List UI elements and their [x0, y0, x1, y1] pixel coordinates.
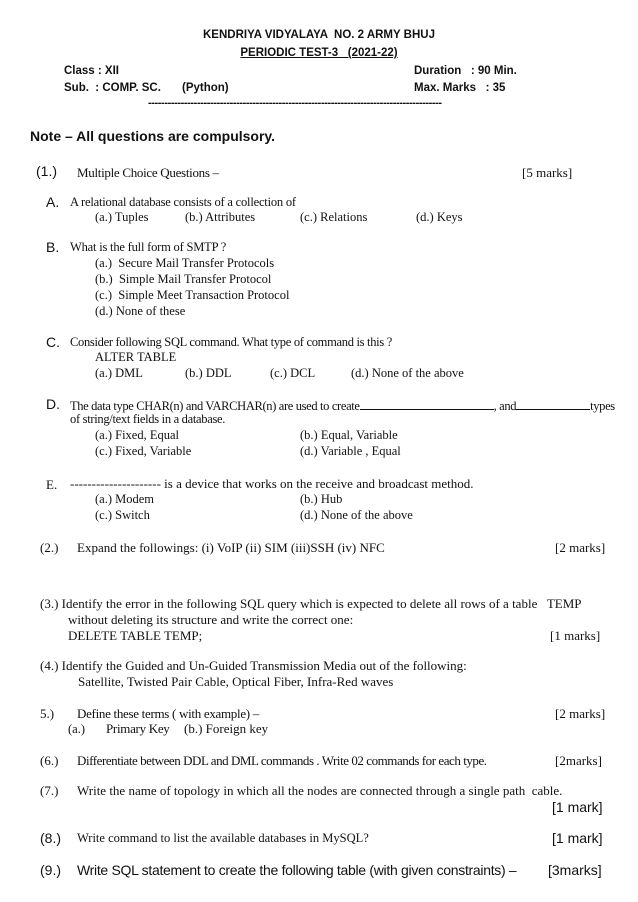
q5-marks: [2 marks] [555, 706, 606, 721]
q2-marks: [2 marks] [555, 540, 606, 555]
q1d-option-d: (d.) Variable , Equal [300, 444, 401, 458]
q8-number: (8.) [40, 830, 61, 846]
q1e-option-c: (c.) Switch [95, 508, 150, 522]
q1c-subtext: ALTER TABLE [95, 350, 177, 364]
q2-text: Expand the followings: (i) VoIP (ii) SIM (iii)SSH (iv) NFC [77, 540, 385, 555]
q1d-text-part-2: , and [493, 399, 517, 413]
q6-number: (6.) [40, 753, 59, 768]
q9-marks: [3marks] [548, 862, 602, 878]
q1e-label: E. [46, 477, 58, 492]
q1c-option-c: (c.) DCL [270, 366, 316, 380]
q1e-option-a: (a.) Modem [95, 492, 155, 506]
q1d-option-a: (a.) Fixed, Equal [95, 428, 180, 442]
q8-text: Write command to list the available databases in MySQL? [77, 831, 369, 845]
q1d-blank-1 [360, 397, 494, 410]
q1c-label: C. [46, 334, 60, 350]
q1a-option-b: (b.) Attributes [185, 210, 256, 224]
q1e-option-b: (b.) Hub [300, 492, 343, 506]
q1a-option-d: (d.) Keys [416, 210, 463, 224]
q5-text: Define these terms ( with example) – [77, 706, 259, 721]
q6-text: Differentiate between DDL and DML commands . Write 02 commands for each type. [77, 753, 487, 768]
q1b-option-c: (c.) Simple Meet Transaction Protocol [95, 288, 290, 302]
q1d-text-part-3: types [590, 399, 615, 413]
q1a-label: A. [46, 194, 60, 210]
q3-text-line-2: without deleting its structure and write the correct one: [68, 612, 354, 627]
q7-marks: [1 mark] [552, 799, 603, 815]
q1b-option-b: (b.) Simple Mail Transfer Protocol [95, 272, 272, 286]
q9-text: Write SQL statement to create the following table (with given constraints) – [77, 862, 517, 878]
q1c-option-a: (a.) DML [95, 366, 143, 380]
q3-marks: [1 marks] [550, 628, 601, 643]
q6-marks: [2marks] [555, 753, 602, 768]
q1-number: (1.) [36, 163, 57, 179]
q3-text-line-1: (3.) Identify the error in the following SQL query which is expected to delete all rows of a table TEMP [40, 596, 582, 611]
q1b-option-d: (d.) None of these [95, 304, 186, 318]
q4-text-line-1: (4.) Identify the Guided and Un-Guided Transmission Media out of the following: [40, 658, 467, 673]
q3-query: DELETE TABLE TEMP; [68, 628, 203, 643]
q7-number: (7.) [40, 783, 59, 798]
q1a-option-c: (c.) Relations [300, 210, 368, 224]
q5-option-b: (b.) Foreign key [184, 721, 269, 736]
q1d-blank-2 [516, 397, 590, 410]
q5-option-a-label: (a.) [68, 722, 85, 736]
q8-marks: [1 mark] [552, 830, 603, 846]
q1c-text: Consider following SQL command. What type of command is this ? [70, 335, 392, 349]
subject-label: Sub. : COMP. SC. [64, 82, 161, 94]
q1-text: Multiple Choice Questions – [77, 165, 219, 180]
q1b-text: What is the full form of SMTP ? [70, 240, 227, 254]
header-rule: ------------------------------------------------------------------------------------------ [148, 97, 442, 109]
q1e-text: --------------------- is a device that works on the receive and broadcast method. [70, 476, 474, 491]
q1a-option-a: (a.) Tuples [95, 210, 149, 224]
q1a-text: A relational database consists of a collection of [70, 195, 296, 209]
duration-label: Duration : 90 Min. [414, 65, 517, 77]
q1d-option-c: (c.) Fixed, Variable [95, 444, 192, 458]
q1d-text-line-2: of string/text fields in a database. [70, 412, 226, 426]
q4-text-line-2: Satellite, Twisted Pair Cable, Optical Fiber, Infra-Red waves [78, 674, 394, 689]
test-title: PERIODIC TEST-3 (2021-22) [240, 47, 398, 59]
note: Note – All questions are compulsory. [30, 128, 276, 144]
q5-option-a-text: Primary Key [106, 721, 170, 736]
q1e-option-d: (d.) None of the above [300, 508, 413, 522]
q7-text: Write the name of topology in which all the nodes are connected through a single path cable. [77, 783, 563, 798]
q1b-label: B. [46, 239, 60, 255]
max-marks-label: Max. Marks : 35 [414, 82, 506, 94]
q1d-label: D. [46, 396, 60, 412]
q1b-option-a: (a.) Secure Mail Transfer Protocols [95, 256, 275, 270]
q5-number: 5.) [40, 706, 55, 721]
q9-number: (9.) [40, 862, 61, 878]
q1d-option-b: (b.) Equal, Variable [300, 428, 398, 442]
school-name: KENDRIYA VIDYALAYA NO. 2 ARMY BHUJ [203, 29, 435, 41]
language-label: (Python) [182, 82, 229, 94]
q1d-text-part-1: The data type CHAR(n) and VARCHAR(n) are used to create [70, 399, 360, 413]
q1c-option-d: (d.) None of the above [351, 366, 464, 380]
q1c-option-b: (b.) DDL [185, 366, 232, 380]
q2-number: (2.) [40, 540, 59, 555]
class-label: Class : XII [64, 65, 119, 77]
q1-marks: [5 marks] [522, 165, 573, 180]
